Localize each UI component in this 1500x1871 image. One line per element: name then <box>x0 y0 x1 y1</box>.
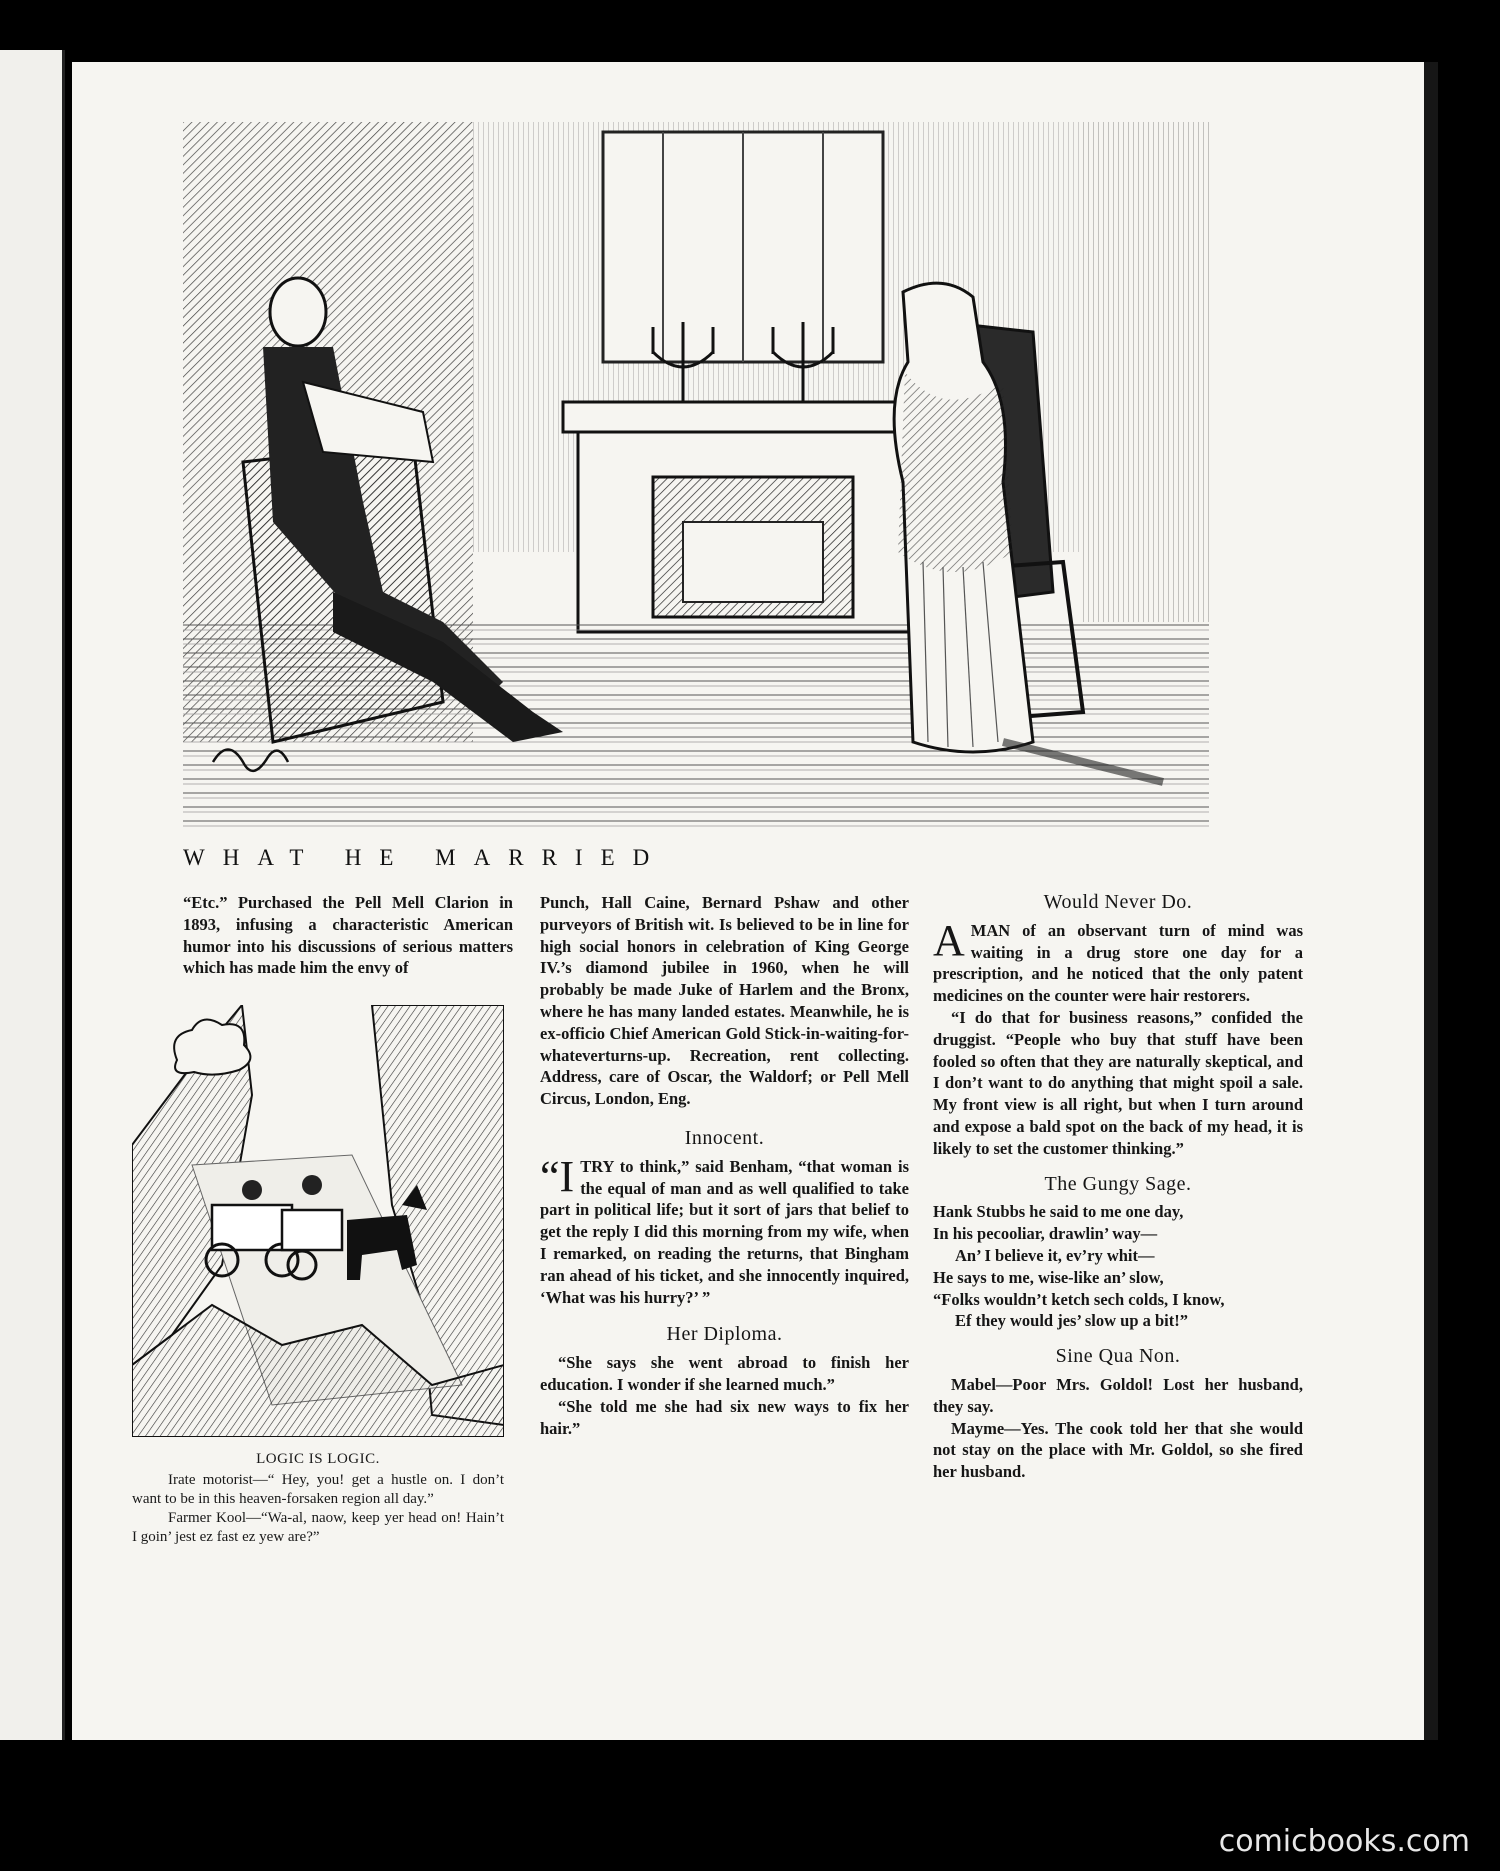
page-spine-shadow <box>1424 62 1438 1740</box>
logic-is-logic-caption <box>132 1450 504 1547</box>
never-paragraph-1 <box>933 915 1303 1007</box>
caption-line-1: Irate motorist—“ Hey, you! get a hustle on. I don’t want to be in this heaven-forsaken region all day.” <box>132 1472 504 1507</box>
cartoon-title: WHAT HE MARRIED <box>183 845 668 870</box>
site-watermark: comicbooks.com <box>1218 1824 1470 1859</box>
innocent-paragraph <box>540 1151 909 1309</box>
gungy-sage-verse <box>933 1201 1303 1332</box>
clarion-paragraph: “Etc.” Purchased the Pell Mell Clarion in 1893, infusing a characteristic American humor into his discussions of serious matters which has made him the envy of <box>183 893 513 978</box>
sine-paragraph-2: Mayme—Yes. The cook told her that she would not stay on the place with Mr. Goldol, so she fired her husband. <box>933 1418 1303 1482</box>
verse-line: He says to me, wise-like an’ slow, <box>933 1267 1164 1287</box>
punch-paragraph: Punch, Hall Caine, Bernard Pshaw and other purveyors of British wit. Is believed to be in line for high social honors in celebration of King George IV.’s diamond jubilee in 1960, when he will probably be made Juke of Harlem and the Bronx, where he has many landed estates. Meanwhile, he is ex-officio Chief American Gold Stick-in-waiting-for-whateverturns-up. Recreation, rent collecting. Address, care of Oscar, the Waldorf; or Pell Mell Circus, London, Eng. <box>540 893 909 1109</box>
verse-line: Hank Stubbs he said to me one day, <box>933 1202 1184 1222</box>
never-text-1: MAN of an observant turn of mind was waiting in a drug store one day for a prescription, and he noticed that the only patent medicines on the counter were hair restorers. <box>933 920 1303 1006</box>
logic-is-logic-illustration <box>132 1005 504 1437</box>
innocent-heading: Innocent. <box>684 1126 765 1149</box>
caption-line-2: Farmer Kool—“Wa-al, naow, keep yer head on! Hain’t I goin’ jest ez fast ez yew are?” <box>132 1510 504 1545</box>
innocent-text: TRY to think,” said Benham, “that woman is the equal of man and as well qualified to take part in political life; but it sort of jars that belief to get the reply I did this morning from my wife, when I remarked, on reading the returns, that Bingham ran ahead of his ticket, and she innocently inquired, ‘What was his hurry?’ ” <box>540 1156 909 1307</box>
what-he-married-illustration <box>183 122 1209 832</box>
innocent-drop-cap: “I <box>540 1151 575 1201</box>
never-drop-cap: A <box>933 915 965 965</box>
verse-line: Ef they would jes’ slow up a bit!” <box>955 1311 1189 1331</box>
verse-line: An’ I believe it, ev’ry whit— <box>955 1245 1155 1265</box>
diploma-heading: Her Diploma. <box>666 1323 783 1346</box>
never-paragraph-2: “I do that for business reasons,” confided the druggist. “People who buy that stuff have been fooled so often that they are naturally skeptical, and I don’t want to do anything that might spoil a sale. My front view is all right, but when I turn around and expose a bald spot on the back of my head, it is likely to set the customer thinking.” <box>933 1007 1303 1158</box>
gungy-sage-heading: The Gungy Sage. <box>1044 1172 1192 1195</box>
small-cartoon-title: LOGIC IS LOGIC. <box>256 1451 380 1467</box>
verse-line: “Folks wouldn’t ketch sech colds, I know, <box>933 1289 1225 1309</box>
would-never-do-heading: Would Never Do. <box>1043 891 1193 913</box>
facing-page-edge <box>0 50 65 1740</box>
column-1 <box>183 892 513 979</box>
diploma-paragraph-2: “She told me she had six new ways to fix her hair.” <box>540 1396 909 1438</box>
column-3 <box>933 892 1303 1483</box>
diploma-paragraph-1: “She says she went abroad to finish her education. I wonder if she learned much.” <box>540 1353 909 1394</box>
sine-paragraph-1: Mabel—Poor Mrs. Goldol! Lost her husband, they say. <box>933 1374 1303 1416</box>
column-2 <box>540 892 909 1439</box>
sine-qua-non-heading: Sine Qua Non. <box>1055 1345 1181 1368</box>
verse-line: In his pecooliar, drawlin’ way— <box>933 1224 1158 1244</box>
